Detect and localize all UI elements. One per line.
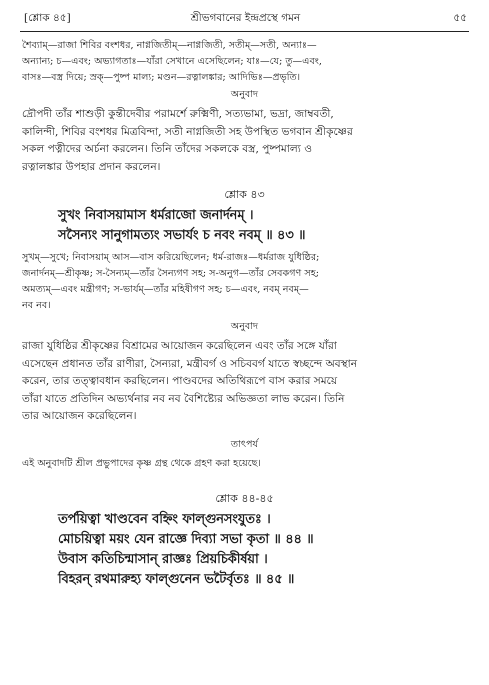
translation-line: তাঁরা যাতে প্রতিদিন অভ্যর্থনার নব নব বৈশিষ্ট্যের অভিজ্ঞতা লাভ করেন। তিনি	[22, 392, 345, 405]
translation-text	[22, 106, 467, 176]
verse-heading: শ্লোক ৪৪-৪৫	[215, 492, 274, 505]
translation-text	[22, 338, 467, 426]
synonym-line: অন্যান্য; চ—এবং; অভ্যাগতাঃ—যাঁরা সেখানে এসেছিলেন; যাঃ—যে; তু—এবং,	[22, 56, 322, 67]
verse-line: উবাস কতিচিন্মাসান্ রাজ্ঞঃ প্রিয়চিকীর্ষয়া ।	[58, 552, 268, 567]
translation-label: অনুবাদ	[230, 89, 259, 100]
verse-line: মোচয়িত্বা ময়ং যেন রাজ্ঞে দিব্যা সভা কৃতা ॥ ৪৪ ॥	[58, 532, 314, 547]
synonyms-43	[22, 250, 467, 314]
verse-heading: শ্লোক ৪৩	[224, 188, 265, 201]
synonym-line: জনার্দনম্—শ্রীকৃষ্ণ; স-সৈন্যম্—তাঁর সৈন্যগণ সহ; স-অনুগ—তাঁর সেবকগণ সহ;	[22, 268, 319, 279]
translation-line: দ্রৌপদী তাঁর শাশুড়ী কুন্তীদেবীর পরামর্শে রুক্মিণী, সত্যভামা, ভদ্রা, জাম্ববতী,	[22, 108, 334, 120]
translation-line: সকল পত্নীদের অর্চনা করলেন। তিনি তাঁদের সকলকে বস্ত্র, পুষ্পমাল্য ও	[22, 143, 313, 155]
page-header	[24, 11, 467, 29]
synonym-line: নব নব।	[22, 300, 51, 311]
synonym-line: সুখম্—সুখে; নিবাসয়াম্ আস—বাস করিয়েছিলেন; ধর্ম-রাজঃ—ধর্মরাজ যুধিষ্ঠির;	[22, 252, 320, 263]
purport-text: এই অনুবাদটি শ্রীল প্রভুপাদের কৃষ্ণ গ্রন্থ থেকে গ্রহণ করা হয়েছে।	[22, 458, 261, 469]
synonym-line: বাসঃ—বস্ত্র দিয়ে; স্রক্—পুষ্প মাল্য; মণ্ডন—রত্নালঙ্কার; আদিভিঃ—প্রভৃতি।	[22, 72, 301, 83]
synonym-line: অমত্যম্—এবং মন্ত্রীগণ; স-ভার্যম্—তাঁর মহিষীগণ সহ; চ—এবং, নবম্ নবম্—	[22, 284, 309, 295]
translation-line: রাজা যুধিষ্ঠির শ্রীকৃষ্ণের বিশ্রামের আয়োজন করেছিলেন এবং তাঁর সঙ্গে যাঁরা	[22, 340, 337, 352]
purport-label: তাৎপর্য	[230, 439, 259, 450]
header-verse-ref: [শ্লোক ৪৫]	[24, 12, 71, 24]
verse-text	[58, 510, 467, 590]
translation-line: রত্নালঙ্কার উপহার প্রদান করলেন।	[22, 160, 161, 173]
synonyms-top	[22, 38, 467, 86]
translation-label: অনুবাদ	[230, 321, 259, 332]
header-chapter-title: শ্রীভগবানের ইন্দ্রপ্রস্থে গমন	[190, 12, 301, 24]
translation-line: কালিন্দী, শিবির বংশধর মিত্রবিন্দা, সতী নাগ্নজিতী সহ উপস্থিত ভগবান শ্রীকৃষ্ণের	[22, 125, 353, 138]
verse-line: বিহরন্ রথমারুহ্য ফাল্গুনেন ভটৈর্বৃতঃ ॥ ৪৫ ॥	[58, 572, 295, 587]
translation-line: তার আয়োজন করেছিলেন।	[22, 410, 137, 422]
verse-text	[58, 206, 467, 246]
translation-line: এসেছেন প্রধানত তাঁর রাণীরা, সৈন্যরা, মন্ত্রীবর্গ ও সচিববর্গ যাতে স্বচ্ছন্দে অবস্থান	[22, 357, 358, 370]
translation-line: করেন, তার তত্ত্বাবধান করছিলেন। পাণ্ডবদের অতিথিরূপে বাস করার সময়ে	[22, 375, 338, 387]
header-rule	[20, 31, 469, 32]
verse-line: তর্পয়িত্বা খাণ্ডবেন বহ্নিং ফাল্গুনসংযুতঃ ।	[58, 512, 271, 527]
verse-line: সসৈন্যং সানুগামত্যং সভার্যং চ নবং নবম্ ॥ ৪৩ ॥	[58, 228, 306, 243]
header-page-number: ৫৫	[453, 12, 467, 24]
synonym-line: শৈব্যাম্—রাজা শিবির বংশধর, নাগ্নজিতীম্—নাগ্নজিতী, সতীম্—সতী, অন্যাঃ—	[22, 40, 317, 51]
verse-line: সুখং নিবাসয়ামাস ধর্মরাজো জনার্দনম্ ।	[58, 208, 254, 223]
